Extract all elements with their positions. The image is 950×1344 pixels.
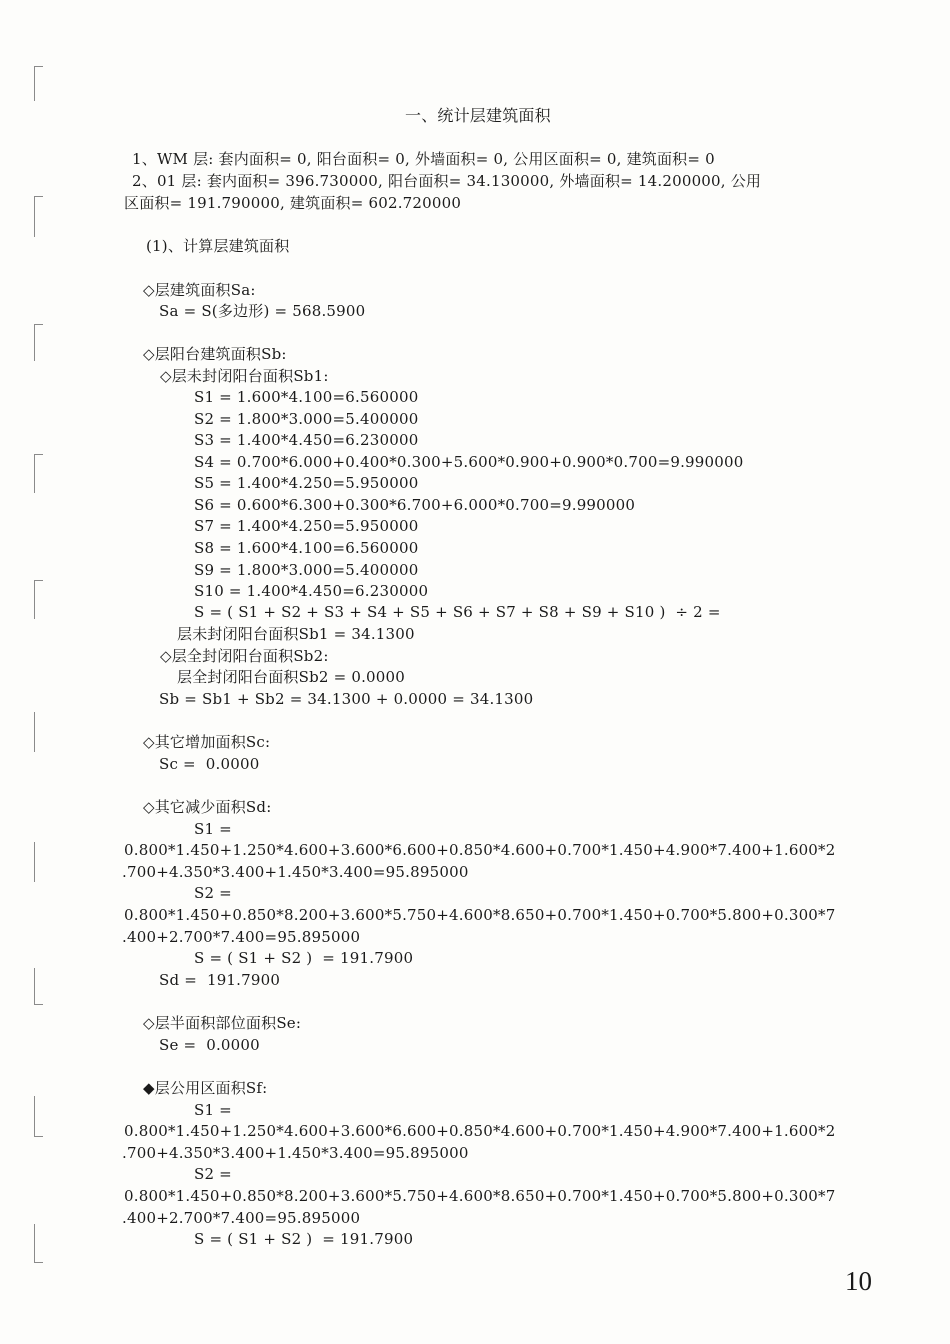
sd-s1-label: S1 =: [194, 820, 232, 838]
binder-mark: [34, 1096, 43, 1137]
binder-mark: [34, 324, 43, 361]
formula-s4: S4 = 0.700*6.000+0.400*0.300+5.600*0.900+0.900*0.700=9.990000: [194, 453, 744, 471]
result-sb1: 层未封闭阳台面积Sb1 = 34.1300: [177, 625, 415, 643]
sf-sum: S = ( S1 + S2 ) = 191.7900: [194, 1230, 414, 1248]
binder-mark: [34, 1224, 43, 1263]
sd-s1-formula: 0.800*1.450+1.250*4.600+3.600*6.600+0.850*4.600+0.700*1.450+4.900*7.400+1.600*2: [124, 841, 836, 859]
heading-sc: ◇其它增加面积Sc:: [143, 733, 271, 751]
heading-se: ◇层半面积部位面积Se:: [143, 1014, 302, 1032]
formula-s1: S1 = 1.600*4.100=6.560000: [194, 388, 419, 406]
formula-s8: S8 = 1.600*4.100=6.560000: [194, 539, 419, 557]
formula-s2: S2 = 1.800*3.000=5.400000: [194, 410, 419, 428]
section-heading: (1)、计算层建筑面积: [146, 237, 290, 255]
binder-mark: [34, 712, 43, 752]
formula-s3: S3 = 1.400*4.450=6.230000: [194, 431, 419, 449]
sf-s1-formula: 0.800*1.450+1.250*4.600+3.600*6.600+0.850*4.600+0.700*1.450+4.900*7.400+1.600*2: [124, 1122, 836, 1140]
heading-sb1: ◇层未封闭阳台面积Sb1:: [160, 367, 329, 385]
sf-s1-formula-cont: .700+4.350*3.400+1.450*3.400=95.895000: [122, 1144, 469, 1162]
result-sb2: 层全封闭阳台面积Sb2 = 0.0000: [177, 668, 406, 686]
formula-s10: S10 = 1.400*4.450=6.230000: [194, 582, 429, 600]
summary-line-01-cont: 区面积= 191.790000, 建筑面积= 602.720000: [124, 194, 462, 212]
heading-sa: ◇层建筑面积Sa:: [143, 281, 256, 299]
formula-s9: S9 = 1.800*3.000=5.400000: [194, 561, 419, 579]
heading-sb: ◇层阳台建筑面积Sb:: [143, 345, 287, 363]
binder-mark: [34, 196, 43, 237]
formula-sa: Sa = S(多边形) = 568.5900: [159, 302, 366, 320]
sd-sum: S = ( S1 + S2 ) = 191.7900: [194, 949, 414, 967]
result-sb: Sb = Sb1 + Sb2 = 34.1300 + 0.0000 = 34.1300: [159, 690, 534, 708]
page-title: 一、统计层建筑面积: [405, 106, 551, 125]
result-se: Se = 0.0000: [159, 1036, 260, 1054]
sf-s2-formula-cont: .400+2.700*7.400=95.895000: [122, 1209, 361, 1227]
binder-mark: [34, 454, 43, 493]
page-number: 10: [845, 1266, 872, 1296]
heading-sd: ◇其它减少面积Sd:: [143, 798, 272, 816]
summary-line-01: 2、01 层: 套内面积= 396.730000, 阳台面积= 34.130000, 外墙面积= 14.200000, 公用: [132, 172, 762, 190]
sf-s1-label: S1 =: [194, 1101, 232, 1119]
result-sd: Sd = 191.7900: [159, 971, 281, 989]
sf-s2-formula: 0.800*1.450+0.850*8.200+3.600*5.750+4.600*8.650+0.700*1.450+0.700*5.800+0.300*7: [124, 1187, 836, 1205]
heading-sb2: ◇层全封闭阳台面积Sb2:: [160, 647, 329, 665]
binder-mark: [34, 968, 43, 1005]
result-sc: Sc = 0.0000: [159, 755, 260, 773]
sd-s1-formula-cont: .700+4.350*3.400+1.450*3.400=95.895000: [122, 863, 469, 881]
formula-s7: S7 = 1.400*4.250=5.950000: [194, 517, 419, 535]
heading-sf: ◆层公用区面积Sf:: [143, 1079, 268, 1097]
sd-s2-label: S2 =: [194, 884, 232, 902]
binder-mark: [34, 842, 43, 882]
sd-s2-formula: 0.800*1.450+0.850*8.200+3.600*5.750+4.600*8.650+0.700*1.450+0.700*5.800+0.300*7: [124, 906, 836, 924]
binder-mark: [34, 66, 43, 101]
sd-s2-formula-cont: .400+2.700*7.400=95.895000: [122, 928, 361, 946]
summary-line-wm: 1、WM 层: 套内面积= 0, 阳台面积= 0, 外墙面积= 0, 公用区面积= 0, 建筑面积= 0: [132, 150, 715, 168]
sf-s2-label: S2 =: [194, 1165, 232, 1183]
formula-sum: S = ( S1 + S2 + S3 + S4 + S5 + S6 + S7 + S8 + S9 + S10 ) ÷ 2 =: [194, 603, 721, 621]
formula-s5: S5 = 1.400*4.250=5.950000: [194, 474, 419, 492]
formula-s6: S6 = 0.600*6.300+0.300*6.700+6.000*0.700=9.990000: [194, 496, 636, 514]
binder-mark: [34, 580, 43, 619]
